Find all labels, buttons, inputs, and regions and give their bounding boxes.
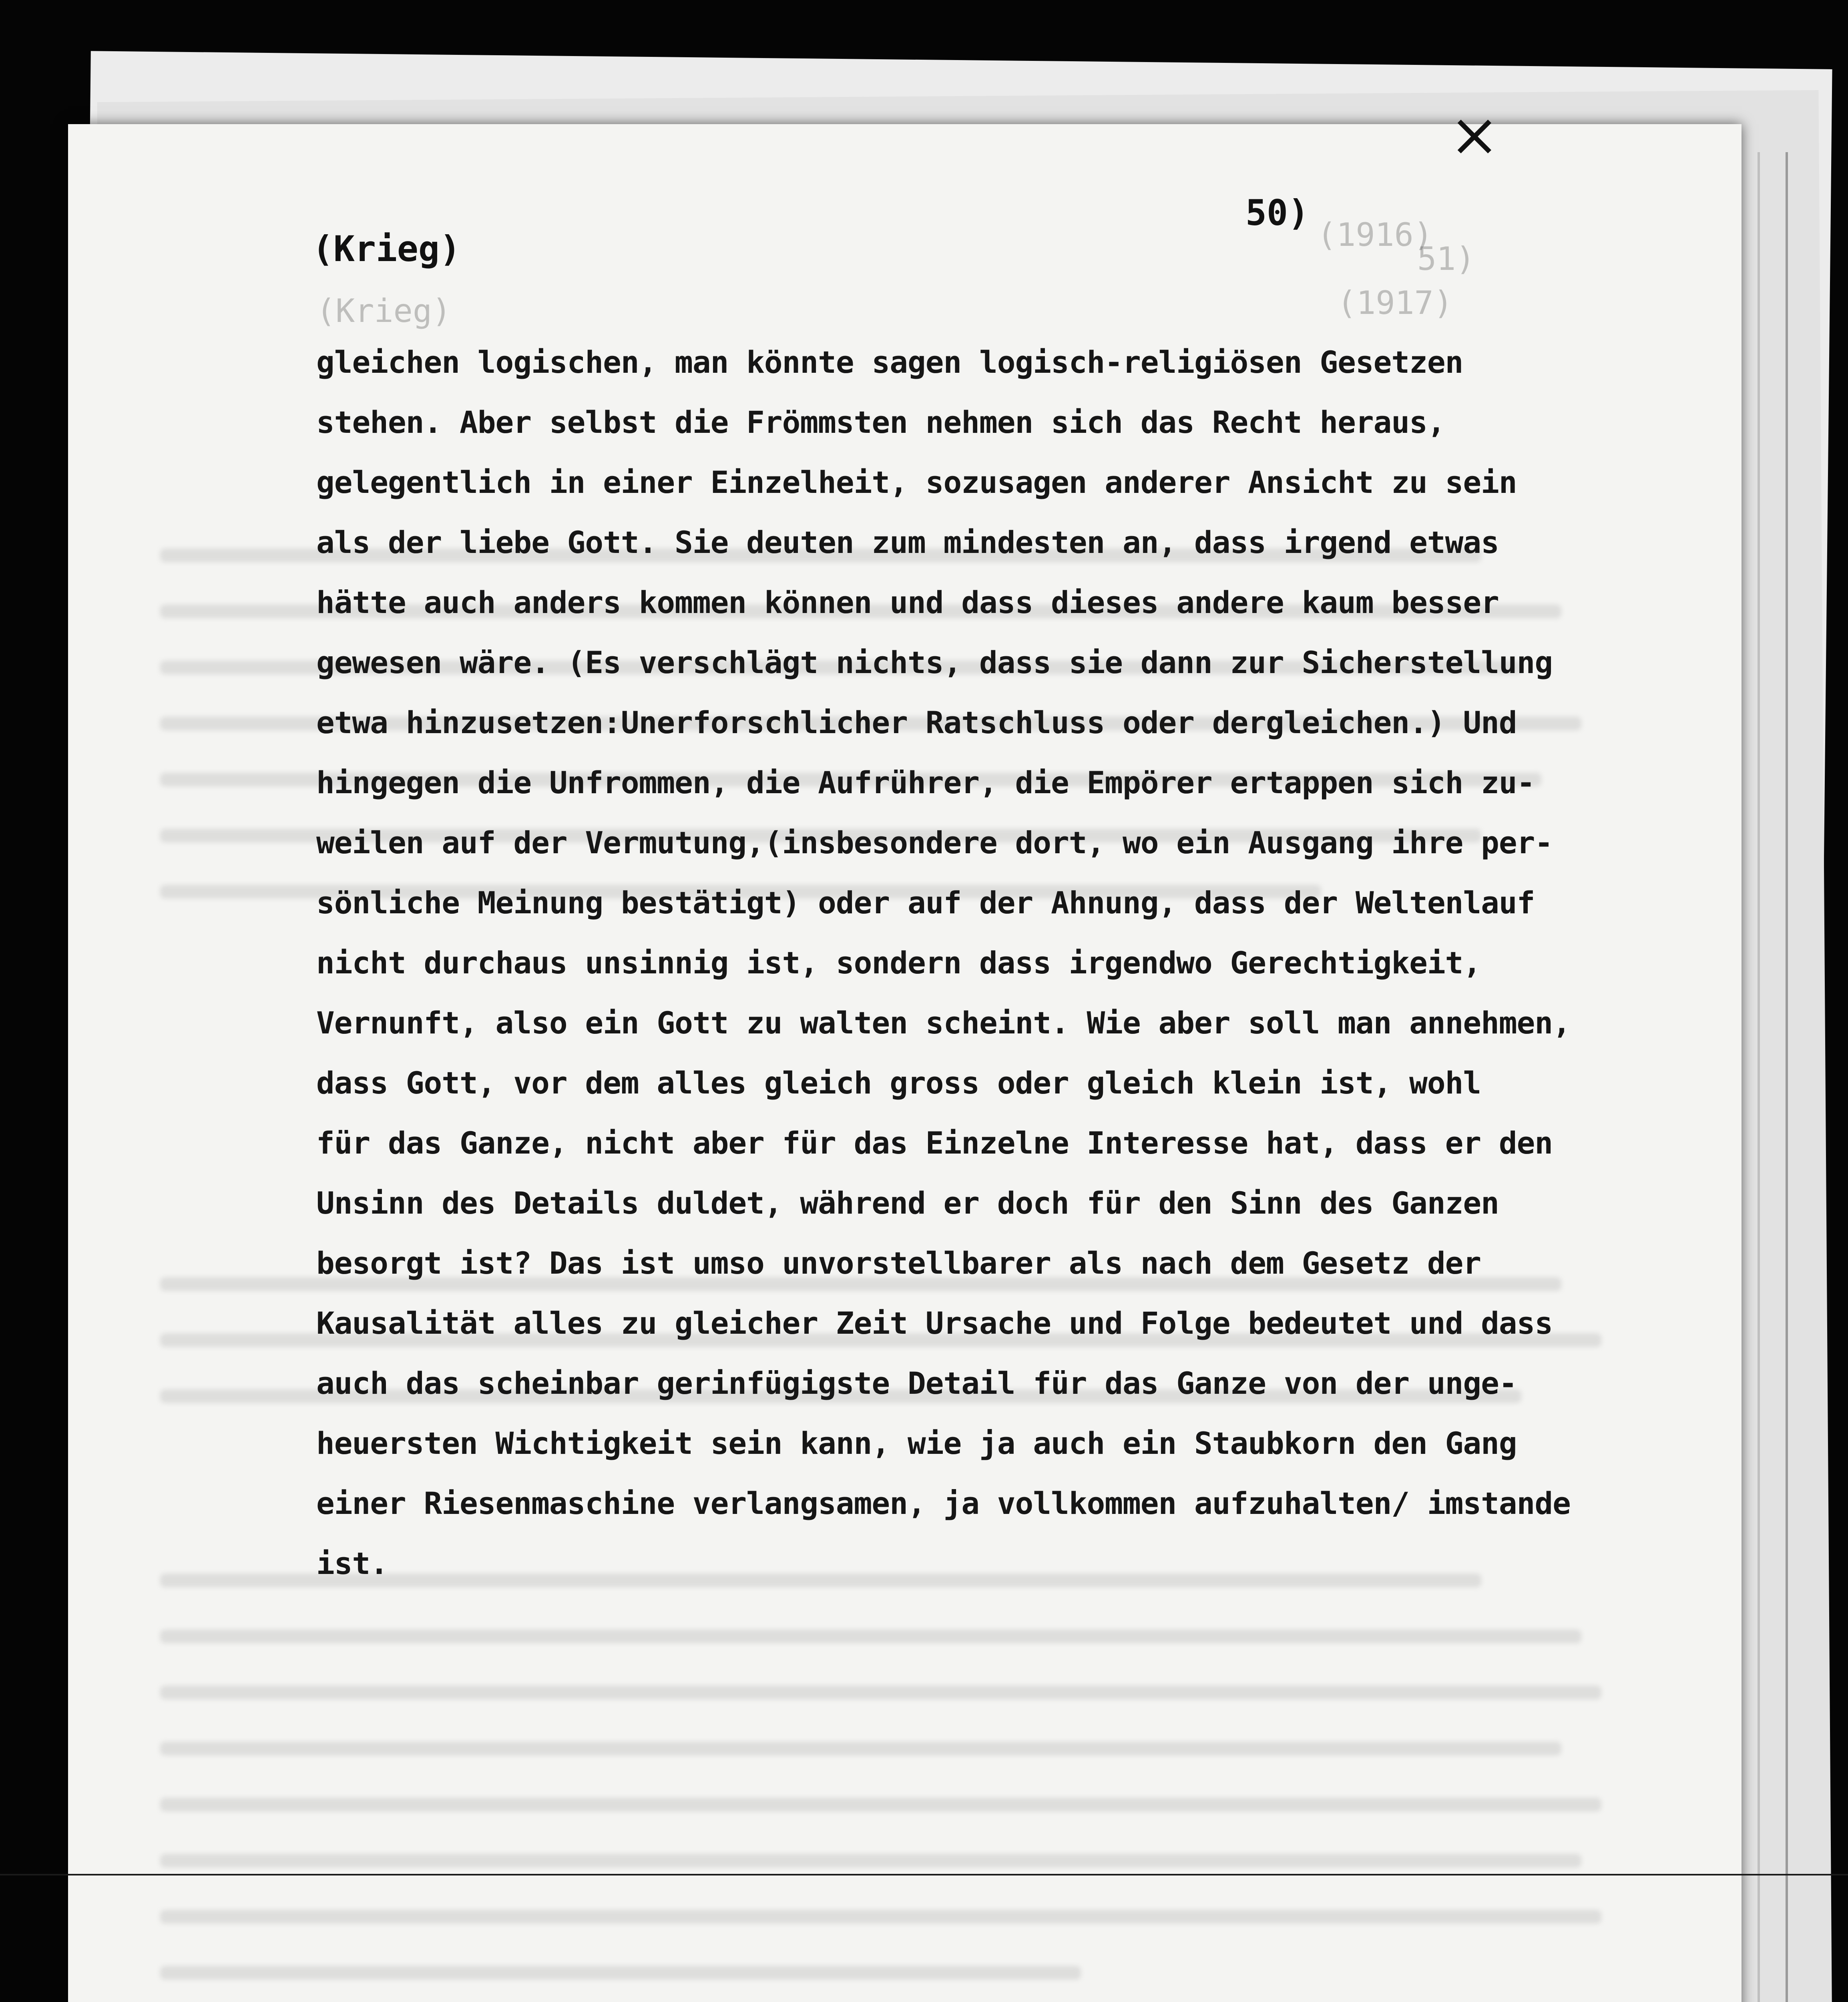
ghost-page-number: 51) — [1417, 240, 1475, 277]
text-line: dass Gott, vor dem alles gleich gross oder gleich klein ist, wohl — [316, 1065, 1481, 1101]
section-heading: (Krieg) — [312, 228, 461, 269]
ghost-section-heading: (Krieg) — [316, 292, 452, 330]
text-line: gleichen logischen, man könnte sagen logisch-religiösen Gesetzen — [316, 344, 1463, 380]
text-line: sönliche Meinung bestätigt) oder auf der Ahnung, dass der Weltenlauf — [316, 885, 1535, 921]
text-line: Kausalität alles zu gleicher Zeit Ursache und Folge bedeutet und dass — [316, 1305, 1553, 1341]
text-line: gewesen wäre. (Es verschlägt nichts, dass sie dann zur Sicherstellung — [316, 645, 1553, 680]
body-text — [316, 332, 1693, 1594]
text-line: auch das scheinbar gerinfügigste Detail für das Ganze von der unge- — [316, 1365, 1517, 1401]
text-line: Unsinn des Details duldet, während er doch für den Sinn des Ganzen — [316, 1185, 1499, 1221]
text-line: etwa hinzusetzen:Unerforschlicher Ratschluss oder dergleichen.) Und — [316, 705, 1517, 740]
text-line: einer Riesenmaschine verlangsamen, ja vollkommen aufzuhalten/ imstande — [316, 1485, 1571, 1521]
sheet-edge — [1758, 152, 1760, 2002]
typewritten-page — [68, 100, 1742, 2002]
text-line: als der liebe Gott. Sie deuten zum mindesten an, dass irgend etwas — [316, 525, 1499, 560]
text-line: weilen auf der Vermutung,(insbesondere dort, wo ein Ausgang ihre per- — [316, 825, 1553, 860]
text-line: für das Ganze, nicht aber für das Einzelne Interesse hat, dass er den — [316, 1125, 1553, 1161]
sheet-edge — [1786, 152, 1788, 2002]
text-line: gelegentlich in einer Einzelheit, sozusagen anderer Ansicht zu sein — [316, 464, 1517, 500]
handwritten-mark: × — [1449, 100, 1500, 170]
page-number: 50) — [1245, 192, 1309, 233]
ghost-year-1917: (1917) — [1337, 284, 1453, 322]
text-line: stehen. Aber selbst die Frömmsten nehmen sich das Recht heraus, — [316, 404, 1445, 440]
ghost-year-1916: (1916) — [1317, 216, 1433, 253]
text-line: hätte auch anders kommen können und dass dieses andere kaum besser — [316, 585, 1499, 620]
text-line: ist. — [316, 1546, 388, 1581]
text-line: Vernunft, also ein Gott zu walten scheint. Wie aber soll man annehmen, — [316, 1005, 1571, 1041]
scan-line — [0, 1874, 1848, 1875]
text-line: nicht durchaus unsinnig ist, sondern dass irgendwo Gerechtigkeit, — [316, 945, 1481, 981]
text-line: hingegen die Unfrommen, die Aufrührer, die Empörer ertappen sich zu- — [316, 765, 1535, 800]
text-line: besorgt ist? Das ist umso unvorstellbarer als nach dem Gesetz der — [316, 1245, 1481, 1281]
text-line: heuersten Wichtigkeit sein kann, wie ja auch ein Staubkorn den Gang — [316, 1425, 1517, 1461]
